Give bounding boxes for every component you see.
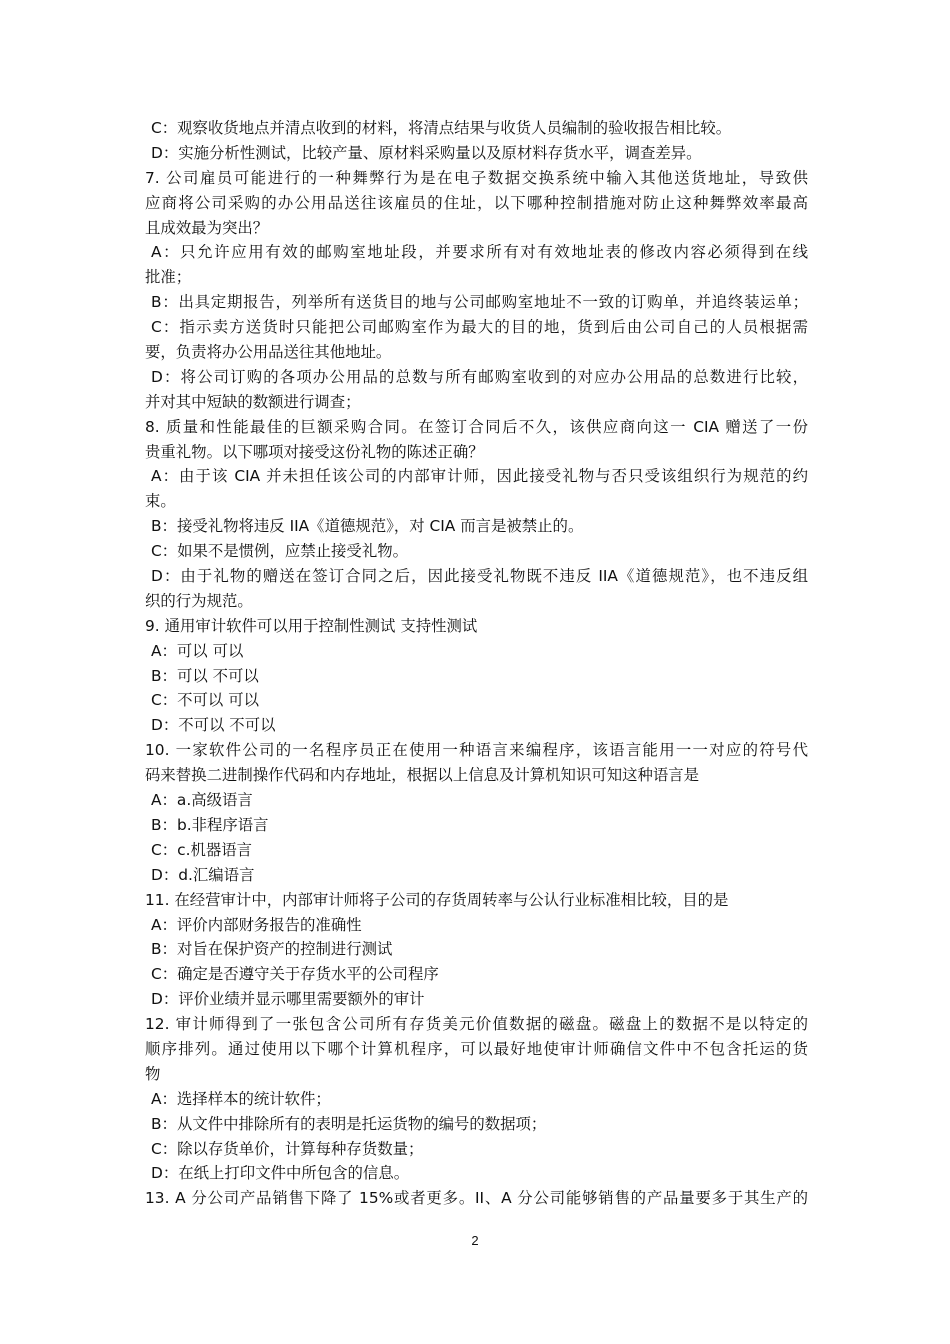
answer-option-line: B：出具定期报告，列举所有送货目的地与公司邮购室地址不一致的订购单，并追终装运单； xyxy=(151,293,808,312)
answer-option-line: A：a.高级语言 xyxy=(151,791,253,810)
answer-option-line: A：评价内部财务报告的准确性 xyxy=(151,915,362,934)
answer-option-line: A：选择样本的统计软件； xyxy=(151,1089,331,1108)
answer-option-line: C：除以存货单价，计算每种存货数量； xyxy=(151,1139,424,1158)
answer-option-line: B：对旨在保护资产的控制进行测试 xyxy=(151,940,393,959)
text-line: 7. 公司雇员可能进行的一种舞弊行为是在电子数据交换系统中输入其他送货地址，导致供 xyxy=(145,168,808,187)
text-line: 应商将公司采购的办公用品送往该雇员的住址，以下哪种控制措施对防止这种舞弊效率最高 xyxy=(145,193,808,212)
answer-option-line: C：如果不是惯例，应禁止接受礼物。 xyxy=(151,542,408,561)
text-line: 织的行为规范。 xyxy=(145,591,253,610)
answer-option-line: D：实施分析性测试，比较产量、原材料采购量以及原材料存货水平，调查差异。 xyxy=(151,143,702,162)
answer-option-line: B：可以 不可以 xyxy=(151,666,259,685)
answer-option-line: A：只允许应用有效的邮购室地址段，并要求所有对有效地址表的修改内容必须得到在线 xyxy=(151,243,808,262)
answer-option-line: D：将公司订购的各项办公用品的总数与所有邮购室收到的对应办公用品的总数进行比较， xyxy=(151,367,808,386)
text-line: 并对其中短缺的数额进行调查； xyxy=(145,392,361,411)
text-line: 要，负责将办公用品送往其他地址。 xyxy=(145,343,392,362)
answer-option-line: D：在纸上打印文件中所包含的信息。 xyxy=(151,1164,410,1183)
text-line: 顺序排列。通过使用以下哪个计算机程序，可以最好地使审计师确信文件中不包含托运的货 xyxy=(145,1039,808,1058)
text-line: 束。 xyxy=(145,492,176,511)
answer-option-line: B：接受礼物将违反 IIA《道德规范》，对 CIA 而言是被禁止的。 xyxy=(151,517,584,536)
answer-option-line: D：评价业绩并显示哪里需要额外的审计 xyxy=(151,990,425,1009)
answer-option-line: C：不可以 可以 xyxy=(151,691,259,710)
answer-option-line: D：由于礼物的赠送在签订合同之后，因此接受礼物既不违反 IIA《道德规范》，也不违反组 xyxy=(151,567,808,586)
document-body xyxy=(145,116,808,1211)
answer-option-line: C：指示卖方送货时只能把公司邮购室作为最大的目的地，货到后由公司自己的人员根据需 xyxy=(151,318,808,337)
answer-option-line: D：不可以 不可以 xyxy=(151,716,276,735)
text-line: 9. 通用审计软件可以用于控制性测试 支持性测试 xyxy=(145,616,478,635)
answer-option-line: B：b.非程序语言 xyxy=(151,815,269,834)
text-line: 且成效最为突出？ xyxy=(145,218,269,237)
text-line: 物 xyxy=(145,1064,161,1083)
text-line: 11. 在经营审计中，内部审计师将子公司的存货周转率与公认行业标准相比较，目的是 xyxy=(145,890,729,909)
text-line: 13. A 分公司产品销售下降了 15%或者更多。II、A 分公司能够销售的产品量要多于其生产的 xyxy=(145,1189,808,1208)
page-number: 2 xyxy=(471,1233,479,1248)
answer-option-line: C：观察收货地点并清点收到的材料，将清点结果与收货人员编制的验收报告相比较。 xyxy=(151,119,732,137)
answer-option-line: A：可以 可以 xyxy=(151,641,244,660)
text-line: 码来替换二进制操作代码和内存地址，根据以上信息及计算机知识可知这种语言是 xyxy=(145,766,700,785)
text-line: 批准； xyxy=(145,268,192,287)
text-line: 10. 一家软件公司的一名程序员正在使用一种语言来编程序，该语言能用一一对应的符号代 xyxy=(145,741,808,760)
text-line: 8. 质量和性能最佳的巨额采购合同。在签订合同后不久，该供应商向这一 CIA 赠送了一份 xyxy=(145,417,808,436)
answer-option-line: D：d.汇编语言 xyxy=(151,865,255,884)
answer-option-line: C：c.机器语言 xyxy=(151,840,253,859)
answer-option-line: C：确定是否遵守关于存货水平的公司程序 xyxy=(151,965,439,984)
answer-option-line: B：从文件中排除所有的表明是托运货物的编号的数据项； xyxy=(151,1114,547,1133)
text-line: 12. 审计师得到了一张包含公司所有存货美元价值数据的磁盘。磁盘上的数据不是以特定的 xyxy=(145,1015,808,1034)
text-line: 贵重礼物。以下哪项对接受这份礼物的陈述正确？ xyxy=(145,442,484,461)
answer-option-line: A：由于该 CIA 并未担任该公司的内部审计师，因此接受礼物与否只受该组织行为规范的约 xyxy=(151,467,808,486)
